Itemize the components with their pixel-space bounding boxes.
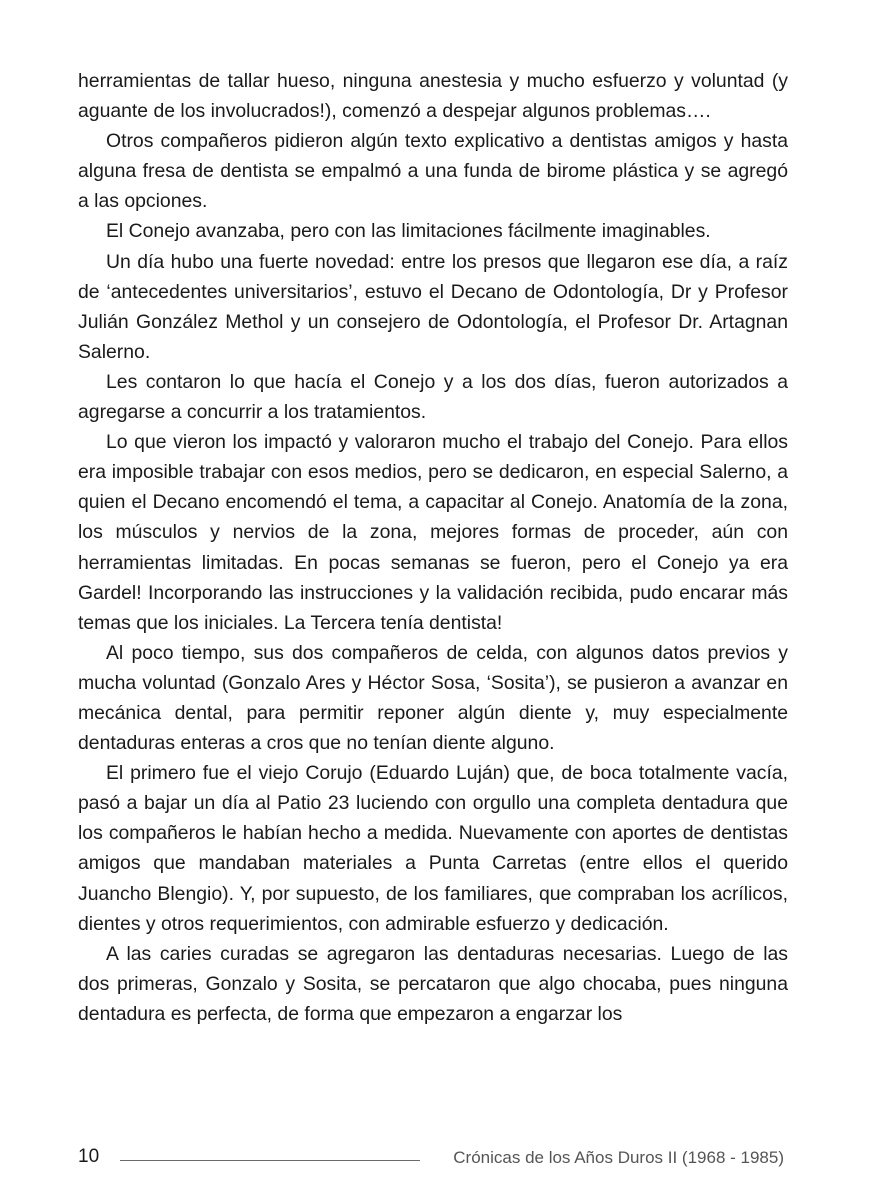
paragraph-8: El primero fue el viejo Corujo (Eduardo Luján) que, de boca totalmente vacía, pasó a bajar un día al Patio 23 luciendo con orgullo una completa dentadura que los compañeros le habían hecho a medida. Nuevamente con aportes de dentistas amigos que mandaban materiales a Punta Carretas (entre ellos el querido Juancho Blengio). Y, por supuesto, de los familiares, que compraban los acrílicos, dientes y otros requerimientos, con admirable esfuerzo y dedicación. <box>78 762 788 935</box>
paragraph-5: Les contaron lo que hacía el Conejo y a los dos días, fueron autorizados a agregarse a concurrir a los tratamientos. <box>78 370 788 424</box>
body-text <box>78 66 788 1029</box>
paragraph-4: Un día hubo una fuerte novedad: entre los presos que llegaron ese día, a raíz de ‘antecedentes universitarios’, estuvo el Decano de Odontología, Dr y Profesor Julián González Methol y un consejero de Odontología, el Profesor Dr. Artagnan Salerno. <box>78 250 788 363</box>
paragraph-3: El Conejo avanzaba, pero con las limitaciones fácilmente imaginables. <box>106 220 711 243</box>
page-number: 10 <box>78 1146 100 1167</box>
paragraph-2: Otros compañeros pidieron algún texto explicativo a dentistas amigos y hasta alguna fresa de dentista se empalmó a una funda de birome plástica y se agregó a las opciones. <box>78 130 788 213</box>
paragraph-1: herramientas de tallar hueso, ninguna anestesia y mucho esfuerzo y voluntad (y aguante de los involucrados!), comenzó a despejar algunos problemas…. <box>78 70 788 123</box>
footer-divider <box>120 1160 420 1161</box>
running-title: Crónicas de los Años Duros II (1968 - 1985) <box>453 1148 784 1167</box>
paragraph-7: Al poco tiempo, sus dos compañeros de celda, con algunos datos previos y mucha voluntad (Gonzalo Ares y Héctor Sosa, ‘Sosita’), se pusieron a avanzar en mecánica dental, para permitir reponer algún diente y, muy especialmente dentaduras enteras a cros que no tenían diente alguno. <box>78 641 788 755</box>
page-footer <box>78 1144 784 1174</box>
paragraph-6: Lo que vieron los impactó y valoraron mucho el trabajo del Conejo. Para ellos era imposible trabajar con esos medios, pero se dedicaron, en especial Salerno, a quien el Decano encomendó el tema, a capacitar al Conejo. Anatomía de la zona, los músculos y nervios de la zona, mejores formas de proceder, aún con herramientas limitadas. En pocas semanas se fueron, pero el Conejo ya era Gardel! Incorporando las instrucciones y la validación recibida, pudo encarar más temas que los iniciales. La Tercera tenía dentista! <box>78 431 788 634</box>
paragraph-9: A las caries curadas se agregaron las dentaduras necesarias. Luego de las dos primeras, Gonzalo y Sosita, se percataron que algo chocaba, pues ninguna dentadura es perfecta, de forma que empezaron a engarzar los <box>78 942 788 1025</box>
